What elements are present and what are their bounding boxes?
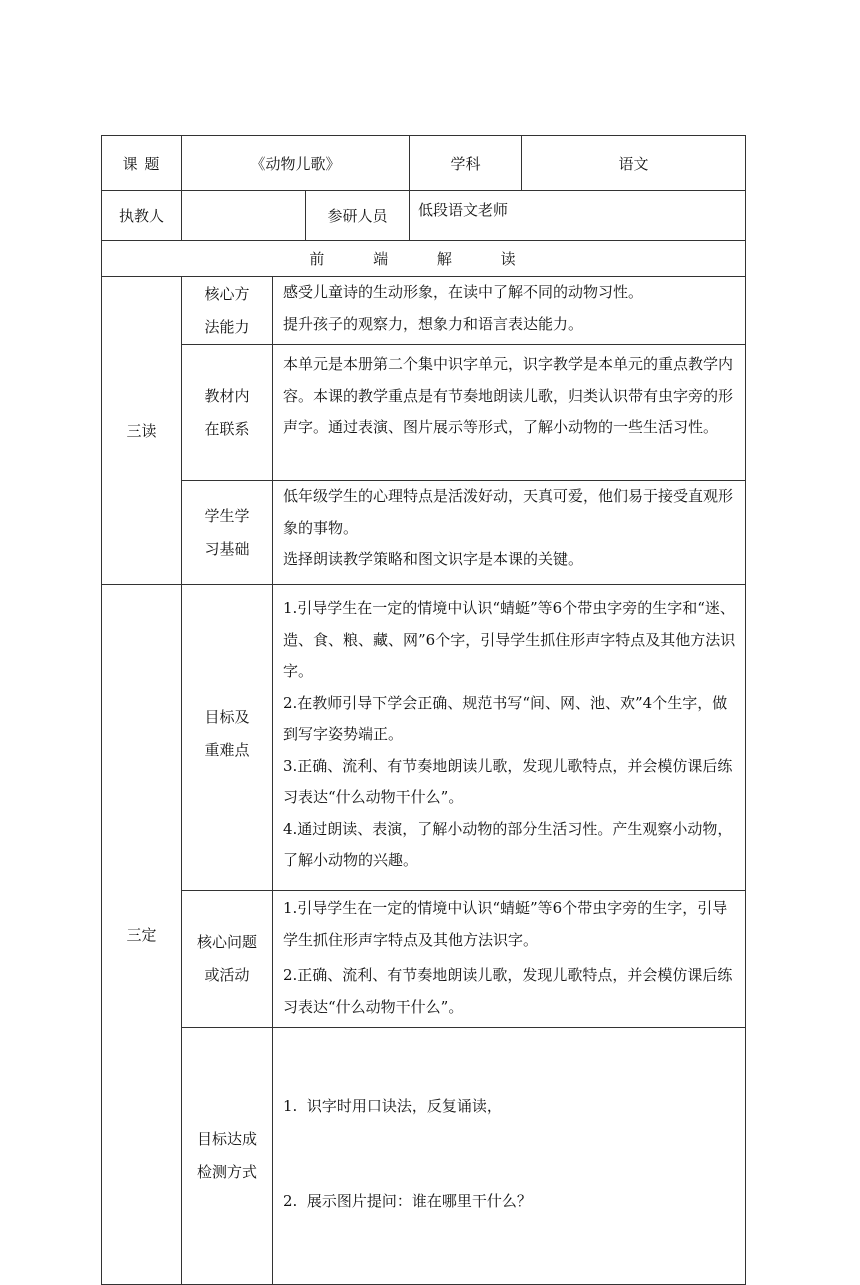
research-value: 低段语文老师 — [410, 191, 746, 241]
san-du-row-3 — [102, 481, 746, 585]
label-line: 法能力 — [204, 317, 250, 336]
research-label: 参研人员 — [306, 191, 410, 241]
row-label-textbook-link — [182, 345, 273, 481]
topic-row — [102, 136, 746, 191]
goals-content — [273, 585, 746, 891]
content-line: 提升孩子的观察力，想象力和语言表达能力。 — [283, 314, 584, 333]
row-label-student-basis — [182, 481, 273, 585]
san-du-label: 三读 — [102, 277, 182, 585]
textbook-link-content — [273, 345, 746, 481]
content-line: 2.正确、流利、有节奏地朗读儿歌，发现儿歌特点，并会模仿课后练习表达“什么动物干什么”。 — [283, 966, 733, 1016]
content-line: 感受儿童诗的生动形象，在读中了解不同的动物习性。 — [283, 283, 644, 301]
core-method-content — [273, 277, 746, 345]
san-ding-row-3 — [102, 1028, 746, 1285]
row-label-core-activity — [182, 891, 273, 1028]
row-label-assessment — [182, 1028, 273, 1285]
content-line: 1. 识字时用口诀法，反复诵读， — [283, 1097, 502, 1115]
san-ding-row-2 — [102, 891, 746, 1028]
student-basis-content — [273, 481, 746, 585]
label-line: 目标达成 — [196, 1130, 257, 1148]
topic-value: 《动物儿歌》 — [182, 136, 410, 191]
subject-label: 学科 — [410, 136, 522, 191]
label-line: 或活动 — [204, 966, 250, 984]
label-line: 习基础 — [204, 539, 250, 558]
label-line: 在联系 — [204, 419, 250, 438]
content-line: 低年级学生的心理特点是活泼好动，天真可爱，他们易于接受直观形象的事物。 — [283, 487, 734, 537]
row-label-core-method — [182, 277, 273, 345]
label-line: 检测方式 — [196, 1163, 257, 1181]
teacher-row — [102, 191, 746, 241]
content-line: 2.在教师引导下学会正确、规范书写“间、网、池、欢”4个生字，做到写字姿势端正。 — [283, 693, 728, 743]
san-ding-row-1 — [102, 585, 746, 891]
core-activity-content — [273, 891, 746, 1028]
teacher-label: 执教人 — [102, 191, 182, 241]
content-line: 3.正确、流利、有节奏地朗读儿歌，发现儿歌特点，并会模仿课后练习表达“什么动物干什么”。 — [283, 756, 733, 806]
san-du-row-2 — [102, 345, 746, 481]
teacher-value — [182, 191, 306, 241]
content-line: 选择朗读教学策略和图文识字是本课的关键。 — [283, 550, 584, 568]
label-line: 核心方 — [204, 284, 250, 303]
assessment-content — [273, 1028, 746, 1285]
label-line: 教材内 — [204, 386, 250, 405]
row-label-goals — [182, 585, 273, 891]
subject-value: 语文 — [522, 136, 746, 191]
label-line: 核心问题 — [196, 933, 257, 951]
lesson-plan-table — [101, 135, 746, 1285]
content-line: 1.引导学生在一定的情境中认识“蜻蜓”等6个带虫字旁的生字和“迷、造、食、粮、藏、网”6个字，引导学生抓住形声字特点及其他方法识字。 — [283, 599, 736, 680]
label-line: 重难点 — [204, 741, 250, 759]
label-line: 学生学 — [204, 506, 250, 525]
section-title-row — [102, 241, 746, 277]
content-line: 1.引导学生在一定的情境中认识“蜻蜓”等6个带虫字旁的生字，引导学生抓住形声字特点及其他方法识字。 — [283, 899, 728, 949]
content-line: 本单元是本册第二个集中识字单元，识字教学是本单元的重点教学内容。本课的教学重点是有节奏地朗读儿歌，归类认识带有虫字旁的形声字。通过表演、图片展示等形式，了解小动物的一些生活习性。 — [283, 355, 734, 436]
content-line: 4.通过朗读、表演，了解小动物的部分生活习性。产生观察小动物，了解小动物的兴趣。 — [283, 819, 733, 869]
label-line: 目标及 — [204, 708, 250, 726]
san-du-row-1 — [102, 277, 746, 345]
topic-label: 课 题 — [102, 136, 182, 191]
section-title: 前 端 解 读 — [102, 241, 746, 277]
content-line: 2. 展示图片提问：谁在哪里干什么？ — [283, 1191, 532, 1210]
san-ding-label: 三定 — [102, 585, 182, 1285]
